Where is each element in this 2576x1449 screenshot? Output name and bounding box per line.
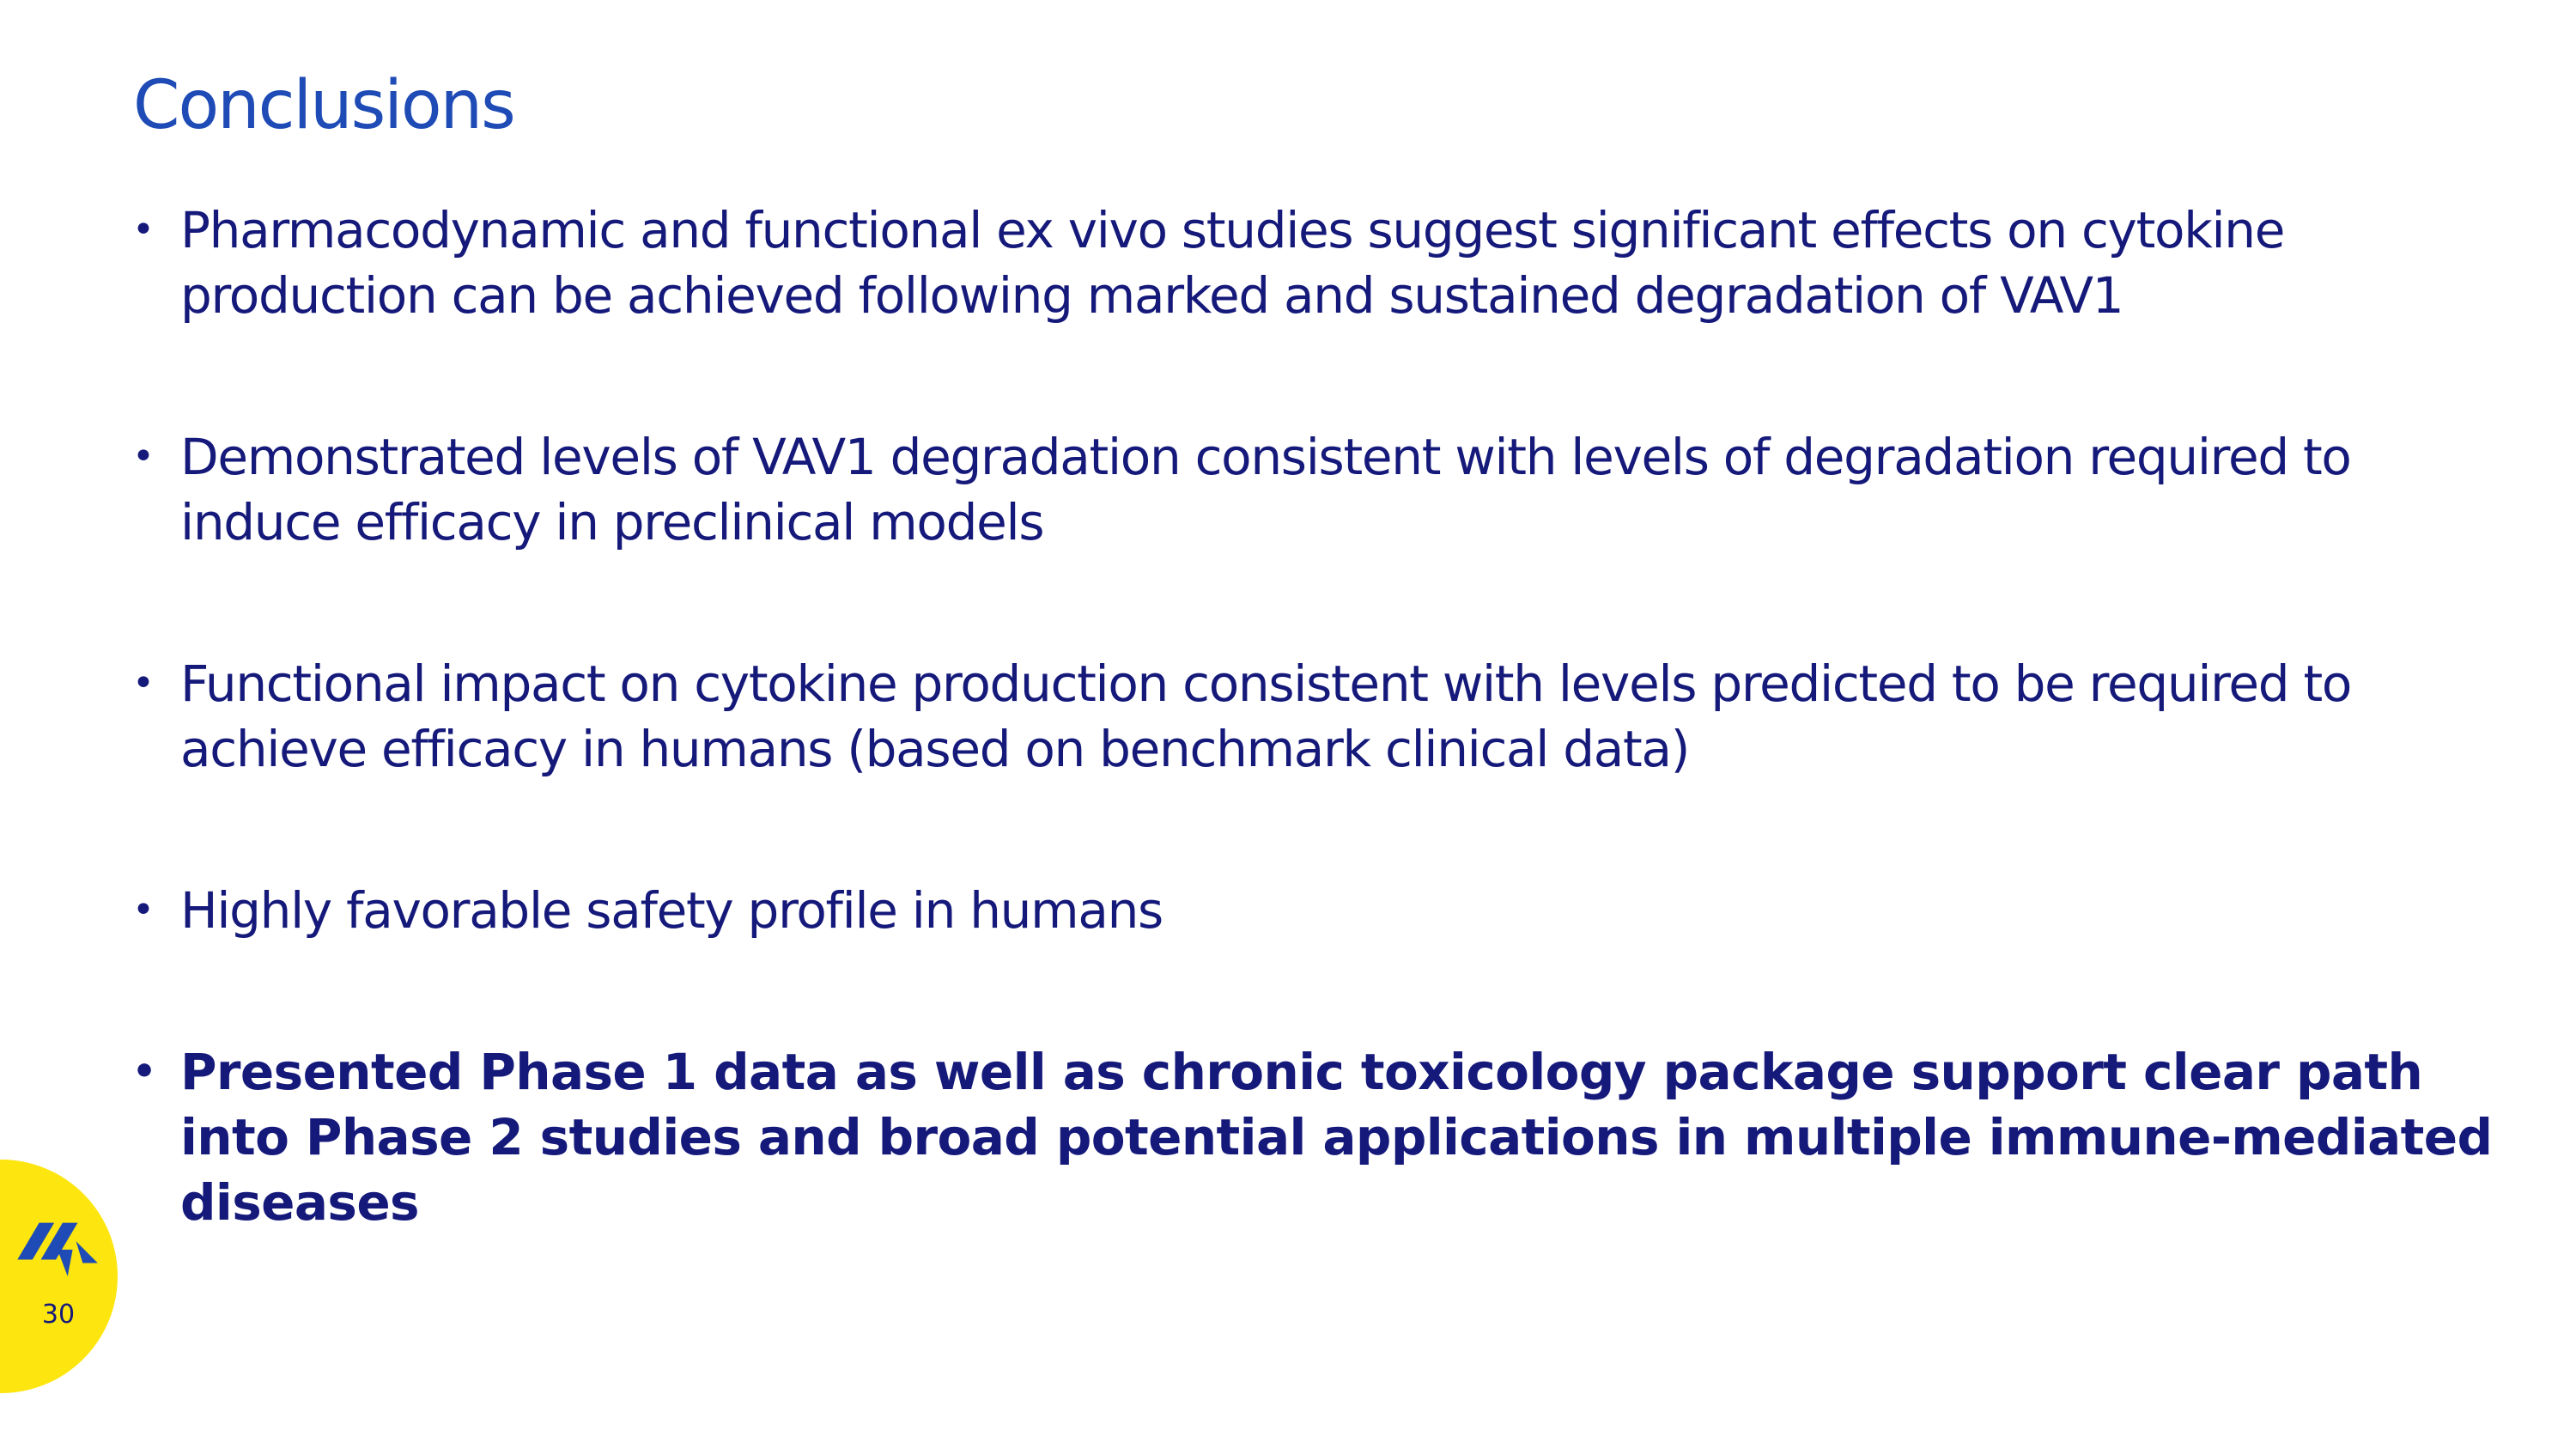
page-number: 30 bbox=[41, 1300, 76, 1330]
bullet-item-emphasis bbox=[129, 1039, 2516, 1235]
bullet-list bbox=[129, 198, 2516, 1235]
bullet-marker: • bbox=[132, 435, 154, 478]
bullet-text: Presented Phase 1 data as well as chronic toxicology package support clear path into Phase 2 studies and broad potential applications in multiple immune-mediated diseases bbox=[180, 1043, 2493, 1232]
bullet-item bbox=[129, 424, 2516, 555]
bullet-marker: • bbox=[132, 208, 154, 252]
bullet-text: Pharmacodynamic and functional ex vivo studies suggest significant effects on cytokine production can be achieved following marked and sustained degradation of VAV1 bbox=[180, 201, 2285, 325]
bullet-text: Functional impact on cytokine production consistent with levels predicted to be required to achieve efficacy in humans (based on benchmark clinical data) bbox=[180, 654, 2352, 778]
bullet-item bbox=[129, 651, 2516, 782]
bullet-marker: • bbox=[132, 1050, 156, 1093]
bullet-marker: • bbox=[132, 888, 154, 932]
bullet-text: Highly favorable safety profile in humans bbox=[180, 881, 1163, 940]
slide-title: Conclusions bbox=[133, 67, 514, 144]
company-logo-icon bbox=[17, 1211, 101, 1278]
bullet-text: Demonstrated levels of VAV1 degradation consistent with levels of degradation required to induce efficacy in preclinical models bbox=[180, 428, 2351, 551]
bullet-item bbox=[129, 878, 2516, 943]
bullet-item bbox=[129, 198, 2516, 328]
bullet-marker: • bbox=[132, 661, 154, 705]
